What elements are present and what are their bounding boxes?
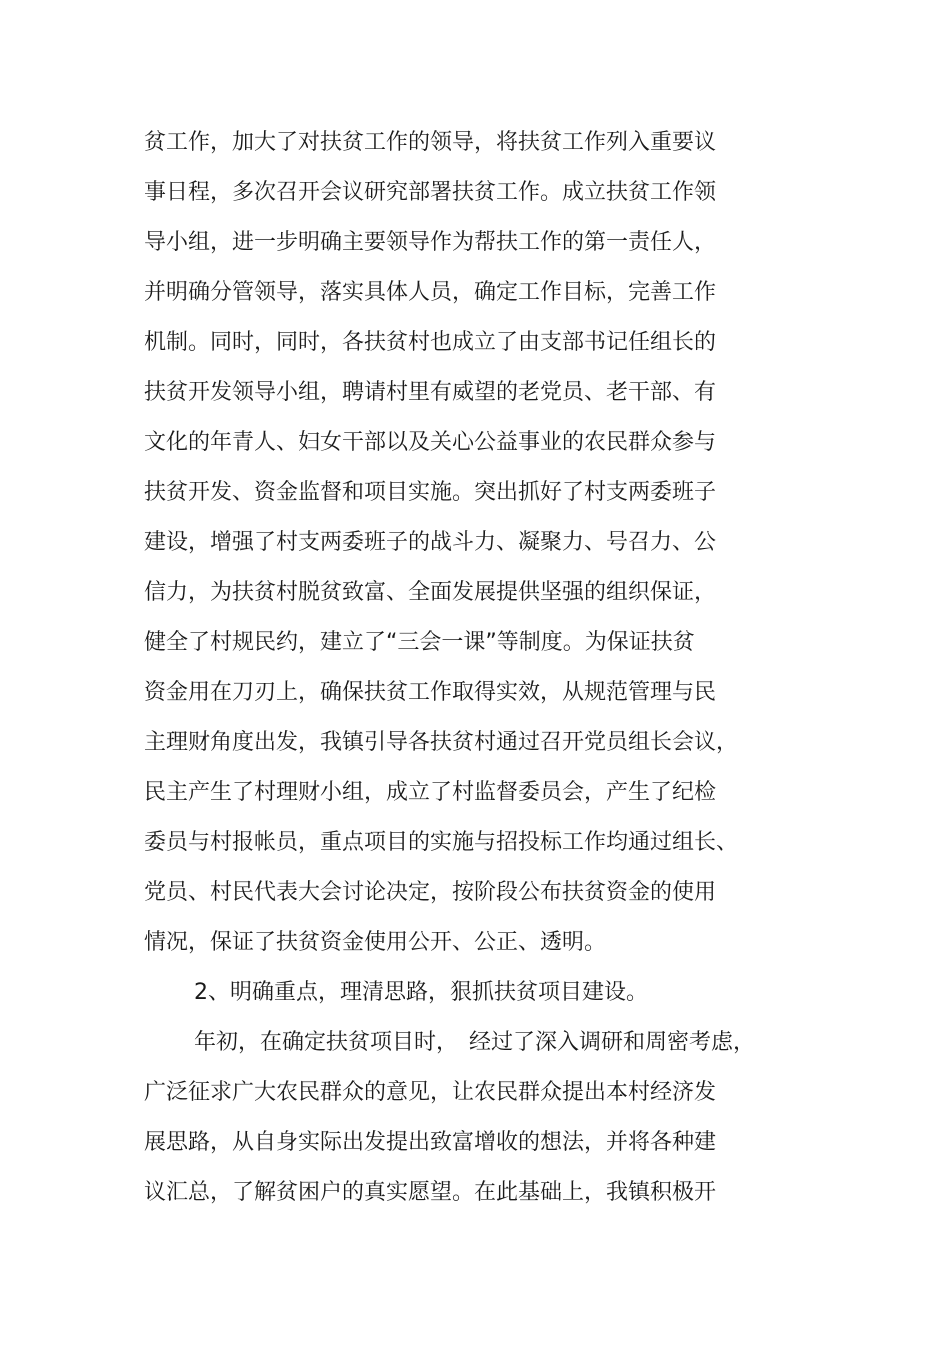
text-line: 贫工作，加大了对扶贫工作的领导，将扶贫工作列入重要议	[144, 130, 717, 155]
text-line: 建设，增强了村支两委班子的战斗力、凝聚力、号召力、公	[144, 530, 717, 555]
text-line: 机制。同时，同时，各扶贫村也成立了由支部书记任组长的	[144, 330, 717, 355]
text-line: 党员、村民代表大会讨论决定，按阶段公布扶贫资金的使用	[144, 880, 717, 905]
text-line: 导小组，进一步明确主要领导作为帮扶工作的第一责任人，	[144, 230, 717, 255]
text-line: 展思路，从自身实际出发提出致富增收的想法，并将各种建	[144, 1130, 717, 1155]
text-line: 信力，为扶贫村脱贫致富、全面发展提供坚强的组织保证，	[144, 580, 717, 605]
text-line: 文化的年青人、妇女干部以及关心公益事业的农民群众参与	[144, 430, 717, 455]
text-line: 扶贫开发领导小组，聘请村里有威望的老党员、老干部、有	[144, 380, 717, 405]
text-line: 委员与村报帐员，重点项目的实施与招投标工作均通过组长、	[144, 830, 739, 855]
text-line: 议汇总，了解贫困户的真实愿望。在此基础上，我镇积极开	[144, 1180, 717, 1205]
text-line: 广泛征求广大农民群众的意见，让农民群众提出本村经济发	[144, 1080, 717, 1105]
text-line: 资金用在刀刃上，确保扶贫工作取得实效，从规范管理与民	[144, 680, 717, 705]
text-line: 健全了村规民约，建立了“三会一课”等制度。为保证扶贫	[144, 630, 695, 655]
text-line: 并明确分管领导，落实具体人员，确定工作目标，完善工作	[144, 280, 717, 305]
text-line: 情况，保证了扶贫资金使用公开、公正、透明。	[144, 930, 607, 955]
text-line: 主理财角度出发，我镇引导各扶贫村通过召开党员组长会议，	[144, 730, 739, 755]
section-heading: 2、明确重点，理清思路，狠抓扶贫项目建设。	[194, 980, 648, 1005]
body-text	[144, 118, 804, 1218]
text-line: 事日程，多次召开会议研究部署扶贫工作。成立扶贫工作领	[144, 180, 717, 205]
text-line: 扶贫开发、资金监督和项目实施。突出抓好了村支两委班子	[144, 480, 717, 505]
text-line: 民主产生了村理财小组，成立了村监督委员会，产生了纪检	[144, 780, 717, 805]
text-line: 年初，在确定扶贫项目时， 经过了深入调研和周密考虑，	[194, 1030, 756, 1055]
